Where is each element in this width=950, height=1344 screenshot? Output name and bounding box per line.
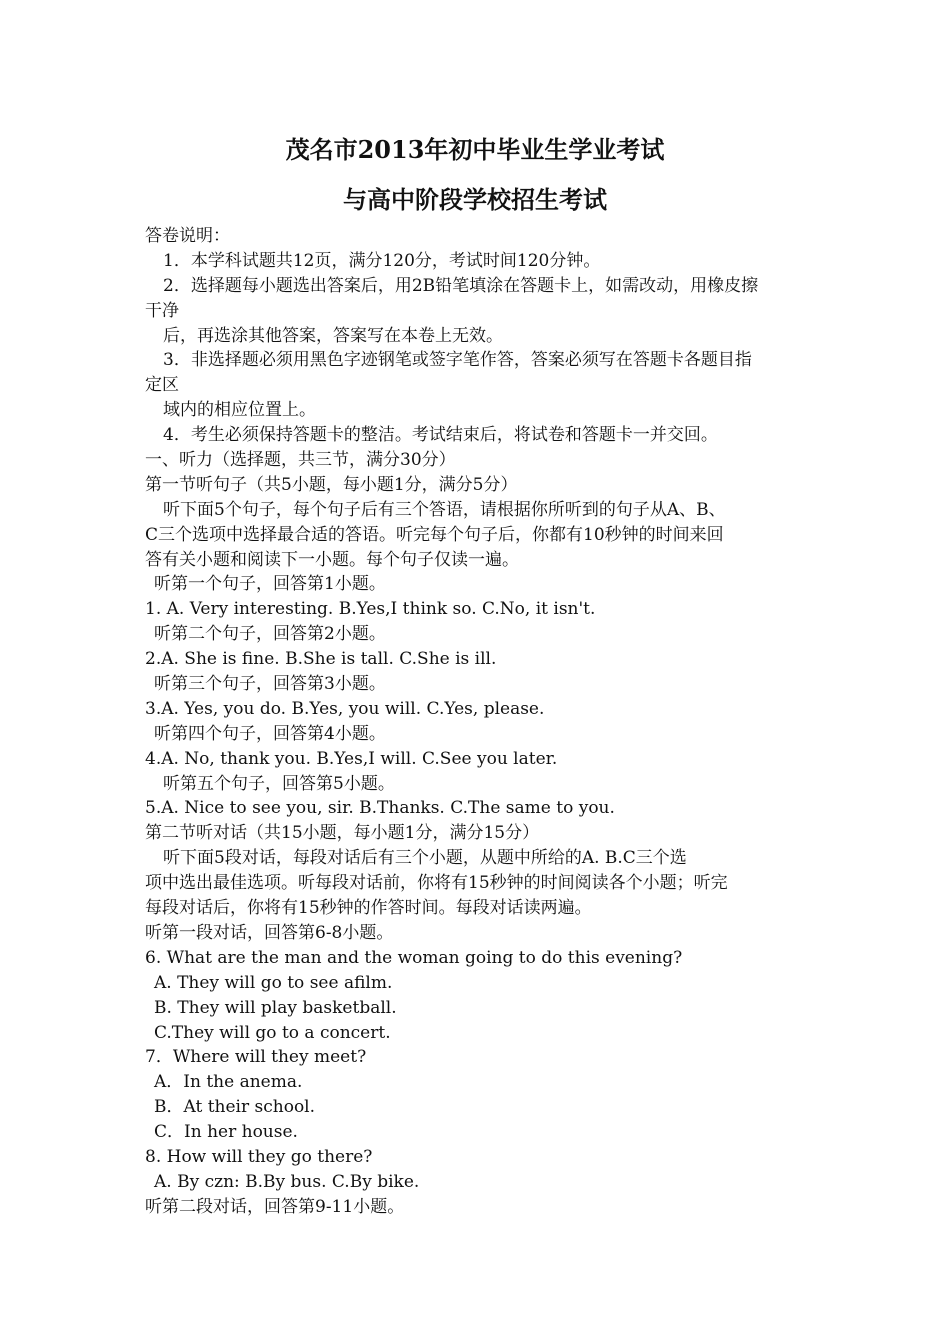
- text-line: 干净: [145, 300, 179, 321]
- text-line: 3．非选择题必须用黑色字迹钢笔或签字笔作答，答案必须写在答题卡各题目指: [163, 350, 752, 371]
- text-line: 听下面5个句子，每个句子后有三个答语，请根据你所听到的句子从A、B、: [163, 499, 726, 520]
- text-line: 第一节听句子（共5小题，每小题1分，满分5分）: [145, 474, 518, 495]
- text-line: 每段对话后，你将有15秒钟的作答时间。每段对话读两遍。: [145, 898, 592, 919]
- text-line: 项中选出最佳选项。听每段对话前，你将有15秒钟的时间阅读各个小题；听完: [145, 873, 728, 894]
- text-line: 8. How will they go there?: [145, 1146, 373, 1167]
- text-line: A．In the anema.: [154, 1072, 303, 1093]
- text-line: 答卷说明：: [145, 226, 230, 246]
- text-line: 一、听力（选择题，共三节，满分30分）: [145, 450, 456, 471]
- text-line: 听第一个句子，回答第1小题。: [154, 574, 386, 595]
- text-line: C三个选项中选择最合适的答语。听完每个句子后，你都有10秒钟的时间来回: [145, 524, 724, 545]
- text-line: 3.A. Yes, you do. B.Yes, you will. C.Yes, please.: [145, 698, 545, 719]
- text-line: C.They will go to a concert.: [154, 1022, 391, 1043]
- text-line: 7．Where will they meet?: [145, 1047, 367, 1068]
- text-line: 1．本学科试题共12页，满分120分，考试时间120分钟。: [163, 250, 601, 271]
- text-line: 6. What are the man and the woman going to do this evening?: [145, 947, 683, 968]
- text-line: 答有关小题和阅读下一小题。每个句子仅读一遍。: [145, 549, 519, 570]
- text-line: 听第五个句子，回答第5小题。: [163, 773, 395, 794]
- text-line: A. They will go to see afilm.: [154, 972, 393, 993]
- document-title-line1: 茂名市2013年初中毕业生学业考试: [285, 135, 665, 164]
- text-line: 域内的相应位置上。: [163, 400, 316, 421]
- document-title-line2: 与高中阶段学校招生考试: [343, 185, 607, 214]
- text-line: 2.A. She is fine. B.She is tall. C.She is ill.: [145, 649, 497, 670]
- text-line: A. By czn: B.By bus. C.By bike.: [154, 1171, 420, 1192]
- text-line: 定区: [145, 375, 179, 396]
- text-line: 听第四个句子，回答第4小题。: [154, 723, 386, 744]
- text-line: 听第三个句子，回答第3小题。: [154, 674, 386, 695]
- text-line: 4.A. No, thank you. B.Yes,I will. C.See you later.: [145, 748, 558, 769]
- text-line: 听第二段对话，回答第9-11小题。: [145, 1196, 405, 1217]
- text-line: 听第一段对话，回答第6-8小题。: [145, 922, 394, 943]
- text-line: 听第二个句子，回答第2小题。: [154, 624, 386, 645]
- text-line: 5.A. Nice to see you, sir. B.Thanks. C.The same to you.: [145, 798, 615, 819]
- document-body: [145, 224, 825, 1220]
- text-line: 听下面5段对话，每段对话后有三个小题，从题中所给的A. B.C三个选: [163, 848, 687, 869]
- text-line: 4．考生必须保持答题卡的整洁。考试结束后，将试卷和答题卡一并交回。: [163, 425, 718, 446]
- text-line: B. They will play basketball.: [154, 997, 397, 1018]
- text-line: 1. A. Very interesting. B.Yes,I think so. C.No, it isn't.: [145, 599, 596, 620]
- text-line: 后，再选涂其他答案，答案写在本卷上无效。: [163, 325, 503, 346]
- text-line: 2．选择题每小题选出答案后，用2B铅笔填涂在答题卡上，如需改动，用橡皮擦: [163, 275, 759, 296]
- text-line: B．At their school.: [154, 1097, 316, 1118]
- text-line: 第二节听对话（共15小题，每小题1分，满分15分）: [145, 823, 540, 844]
- text-line: C．In her house.: [154, 1122, 298, 1143]
